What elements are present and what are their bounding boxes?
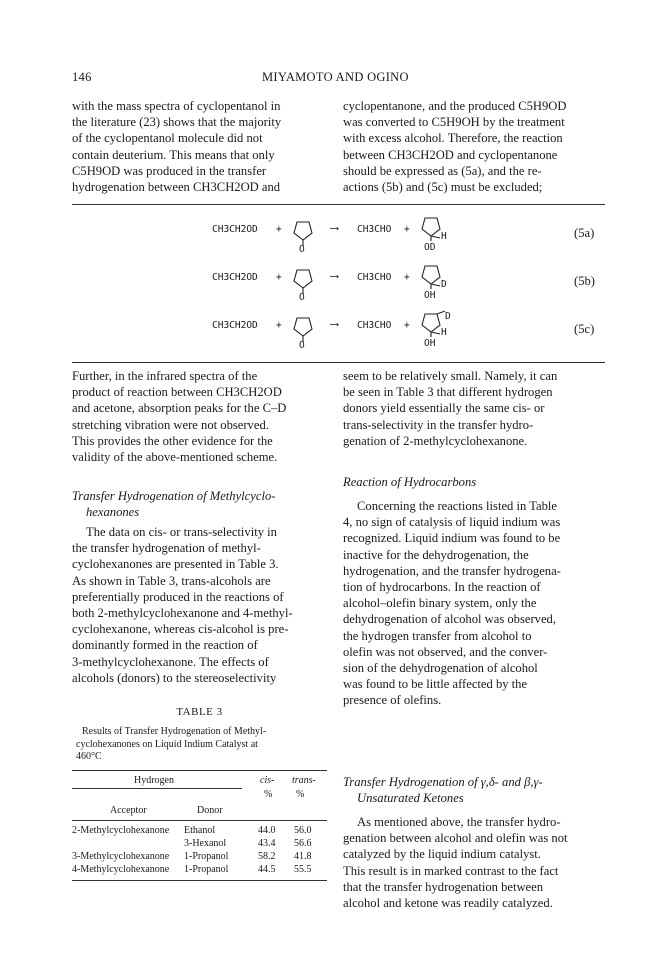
text-line: genation between alcohol and olefin was not bbox=[343, 831, 568, 846]
donor-cell: Ethanol bbox=[184, 824, 216, 836]
trans-cell: 56.0 bbox=[294, 824, 312, 836]
text-line: 4, no sign of catalysis of liquid indium was bbox=[343, 515, 561, 530]
text-line: preferentially produced in the reactions of bbox=[72, 589, 284, 604]
atom-label-oh: OH bbox=[424, 290, 436, 301]
plus-sign: + bbox=[276, 224, 282, 235]
text-line: of the cyclopentanol molecule did not bbox=[72, 131, 263, 146]
text-line: C5H9OD was produced in the transfer bbox=[72, 163, 267, 178]
text-line: was found to be little affected by the bbox=[343, 677, 528, 692]
text-line: stretching vibration were not observed. bbox=[72, 417, 269, 432]
heading-line: hexanones bbox=[86, 505, 140, 519]
reaction-arrow: → bbox=[327, 267, 342, 283]
text-line: cyclopentanone, and the produced C5H9OD bbox=[343, 99, 567, 113]
cis-cell: 44.0 bbox=[258, 824, 276, 836]
text-line: alcohol and ketone was readily catalyzed. bbox=[343, 896, 553, 911]
text-line: donors yield essentially the same cis- or bbox=[343, 401, 545, 416]
text-line: and acetone, absorption peaks for the C–D bbox=[72, 401, 287, 416]
text-line: with the mass spectra of cyclopentanol in bbox=[72, 99, 281, 113]
text-line: Concerning the reactions listed in Table bbox=[357, 499, 557, 513]
heading-line: Transfer Hydrogenation of Methylcyclo- bbox=[72, 489, 276, 503]
table-bottom-rule bbox=[72, 880, 327, 881]
text-line: trans-selectivity in the transfer hydro- bbox=[343, 417, 534, 432]
reactant-formula: CH3CH2OD bbox=[212, 272, 258, 283]
table-top-rule bbox=[72, 770, 327, 771]
unsaturated-ketones-paragraph bbox=[343, 814, 605, 911]
ir-evidence-paragraph bbox=[72, 368, 327, 465]
donor-cell: 1-Propanol bbox=[184, 863, 229, 875]
product-formula: CH3CHO bbox=[357, 272, 392, 283]
plus-sign: + bbox=[276, 272, 282, 283]
hydrocarbons-paragraph bbox=[343, 498, 605, 709]
equation-label-5b: (5b) bbox=[574, 274, 595, 288]
text-line: contain deuterium. This means that only bbox=[72, 147, 275, 162]
text-line: As mentioned above, the transfer hydro- bbox=[357, 815, 561, 829]
reaction-5b bbox=[0, 258, 671, 303]
reaction-arrow: → bbox=[327, 219, 342, 235]
cis-cell: 43.4 bbox=[258, 837, 276, 849]
plus-sign: + bbox=[404, 224, 410, 235]
methylcyclohexanone-paragraph bbox=[72, 524, 327, 686]
caption-line: 460°C bbox=[76, 751, 102, 762]
carbonyl-oxygen-label: O bbox=[299, 292, 305, 303]
text-line: with excess alcohol. Therefore, the reaction bbox=[343, 131, 563, 146]
plus-sign: + bbox=[276, 320, 282, 331]
table-row bbox=[72, 850, 327, 863]
atom-label-d: D bbox=[445, 311, 451, 322]
reactant-formula: CH3CH2OD bbox=[212, 224, 258, 235]
trans-cell: 56.6 bbox=[294, 837, 312, 849]
table-row bbox=[72, 863, 327, 876]
text-line: the hydrogen transfer from alcohol to bbox=[343, 628, 532, 643]
donor-effect-paragraph bbox=[343, 368, 605, 449]
header-bottom-rule bbox=[72, 820, 327, 821]
column-group-header: Hydrogen bbox=[134, 774, 174, 786]
text-line: product of reaction between CH3CH2OD bbox=[72, 385, 282, 400]
caption-line: Results of Transfer Hydrogenation of Methyl- bbox=[82, 726, 267, 737]
text-line: should be expressed as (5a), and the re- bbox=[343, 163, 542, 178]
atom-label-h: H bbox=[441, 327, 447, 338]
text-line: alcohol–olefin binary system, only the bbox=[343, 596, 537, 611]
cis-unit: % bbox=[264, 788, 273, 800]
text-line: dehydrogenation of alcohol was observed, bbox=[343, 612, 556, 627]
acceptor-cell: 2-Methylcyclohexanone bbox=[72, 824, 170, 836]
text-line: dominantly formed in the reaction of bbox=[72, 638, 258, 653]
carbonyl-oxygen-label: O bbox=[299, 244, 305, 255]
cis-cell: 58.2 bbox=[258, 850, 276, 862]
acceptor-cell: 3-Methylcyclohexanone bbox=[72, 850, 170, 862]
cis-cell: 44.5 bbox=[258, 863, 276, 875]
column-header-trans: trans- bbox=[292, 774, 316, 786]
column-header-donor: Donor bbox=[197, 804, 223, 816]
top-left-paragraph bbox=[72, 98, 327, 195]
column-header-cis: cis- bbox=[260, 774, 275, 786]
text-line: This provides the other evidence for the bbox=[72, 433, 273, 448]
group-header-rule bbox=[72, 788, 242, 789]
scheme-top-rule bbox=[72, 204, 605, 205]
text-line: was converted to C5H9OH by the treatment bbox=[343, 115, 565, 130]
text-line: cyclohexanone, whereas cis-alcohol is pre- bbox=[72, 622, 289, 637]
text-line: catalyzed by the liquid indium catalyst. bbox=[343, 847, 541, 862]
text-line: presence of olefins. bbox=[343, 693, 442, 708]
text-line: hydrogenation, and the transfer hydrogena- bbox=[343, 563, 561, 578]
atom-label-od: OD bbox=[424, 242, 436, 253]
product-formula: CH3CHO bbox=[357, 224, 392, 235]
column-header-acceptor: Acceptor bbox=[110, 804, 147, 816]
carbonyl-oxygen-label: O bbox=[299, 340, 305, 351]
text-line: sion of the dehydrogenation of alcohol bbox=[343, 661, 538, 676]
section-heading-unsaturated-ketones bbox=[343, 774, 605, 806]
page-number: 146 bbox=[72, 70, 92, 84]
text-line: genation of 2-methylcyclohexanone. bbox=[343, 433, 528, 448]
product-formula: CH3CHO bbox=[357, 320, 392, 331]
reaction-scheme bbox=[0, 210, 671, 360]
text-line: 3-methylcyclohexanone. The effects of bbox=[72, 654, 269, 669]
table-row bbox=[72, 837, 327, 850]
section-heading-methylcyclohexanones bbox=[72, 488, 327, 520]
atom-label-h: H bbox=[441, 231, 447, 242]
table-title: TABLE 3 bbox=[176, 706, 223, 718]
reaction-arrow: → bbox=[327, 315, 342, 331]
trans-cell: 41.8 bbox=[294, 850, 312, 862]
text-line: cyclohexanones are presented in Table 3. bbox=[72, 557, 279, 572]
text-line: This result is in marked contrast to the fact bbox=[343, 863, 559, 878]
text-line: that the transfer hydrogenation between bbox=[343, 879, 544, 894]
text-line: both 2-methylcyclohexanone and 4-methyl- bbox=[72, 606, 293, 621]
caption-line: cyclohexanones on Liquid Indium Catalyst at bbox=[76, 738, 258, 750]
scheme-bottom-rule bbox=[72, 362, 605, 363]
plus-sign: + bbox=[404, 272, 410, 283]
text-line: recognized. Liquid indium was found to be bbox=[343, 531, 561, 546]
equation-label-5a: (5a) bbox=[574, 226, 595, 240]
trans-unit: % bbox=[296, 788, 305, 800]
equation-label-5c: (5c) bbox=[574, 322, 595, 336]
table-row bbox=[72, 824, 327, 837]
text-line: seem to be relatively small. Namely, it can bbox=[343, 369, 558, 383]
top-right-paragraph bbox=[343, 98, 605, 195]
text-line: actions (5b) and (5c) must be excluded; bbox=[343, 180, 543, 195]
text-line: The data on cis- or trans-selectivity in bbox=[86, 525, 277, 539]
table-3 bbox=[72, 706, 327, 892]
text-line: between CH3CH2OD and cyclopentanone bbox=[343, 147, 558, 162]
donor-cell: 1-Propanol bbox=[184, 850, 229, 862]
atom-label-oh: OH bbox=[424, 338, 436, 349]
reaction-5c bbox=[0, 306, 671, 351]
text-line: the transfer hydrogenation of methyl- bbox=[72, 541, 261, 556]
atom-label-d: D bbox=[441, 279, 447, 290]
text-line: alcohols (donors) to the stereoselectivity bbox=[72, 670, 277, 685]
reactant-formula: CH3CH2OD bbox=[212, 320, 258, 331]
table-body bbox=[72, 768, 327, 892]
text-line: olefin was not observed, and the conver- bbox=[343, 644, 548, 659]
text-line: the literature (23) shows that the majority bbox=[72, 115, 282, 130]
reaction-5a bbox=[0, 210, 671, 255]
section-heading-hydrocarbons: Reaction of Hydrocarbons bbox=[343, 475, 477, 489]
text-line: As shown in Table 3, trans-alcohols are bbox=[72, 573, 271, 588]
heading-line: Unsaturated Ketones bbox=[357, 791, 464, 805]
text-line: Further, in the infrared spectra of the bbox=[72, 369, 258, 383]
trans-cell: 55.5 bbox=[294, 863, 312, 875]
plus-sign: + bbox=[404, 320, 410, 331]
donor-cell: 3-Hexanol bbox=[184, 837, 227, 849]
table-caption bbox=[72, 726, 327, 764]
running-title: MIYAMOTO AND OGINO bbox=[262, 70, 409, 84]
acceptor-cell: 4-Methylcyclohexanone bbox=[72, 863, 170, 875]
heading-line: Transfer Hydrogenation of γ,δ- and β,γ- bbox=[343, 775, 543, 789]
text-line: hydrogenation between CH3CH2OD and bbox=[72, 180, 281, 195]
text-line: inactive for the dehydrogenation, the bbox=[343, 547, 529, 562]
text-line: be seen in Table 3 that different hydrogen bbox=[343, 385, 553, 400]
text-line: validity of the above-mentioned scheme. bbox=[72, 450, 278, 465]
text-line: tion of hydrocarbons. In the reaction of bbox=[343, 580, 541, 595]
